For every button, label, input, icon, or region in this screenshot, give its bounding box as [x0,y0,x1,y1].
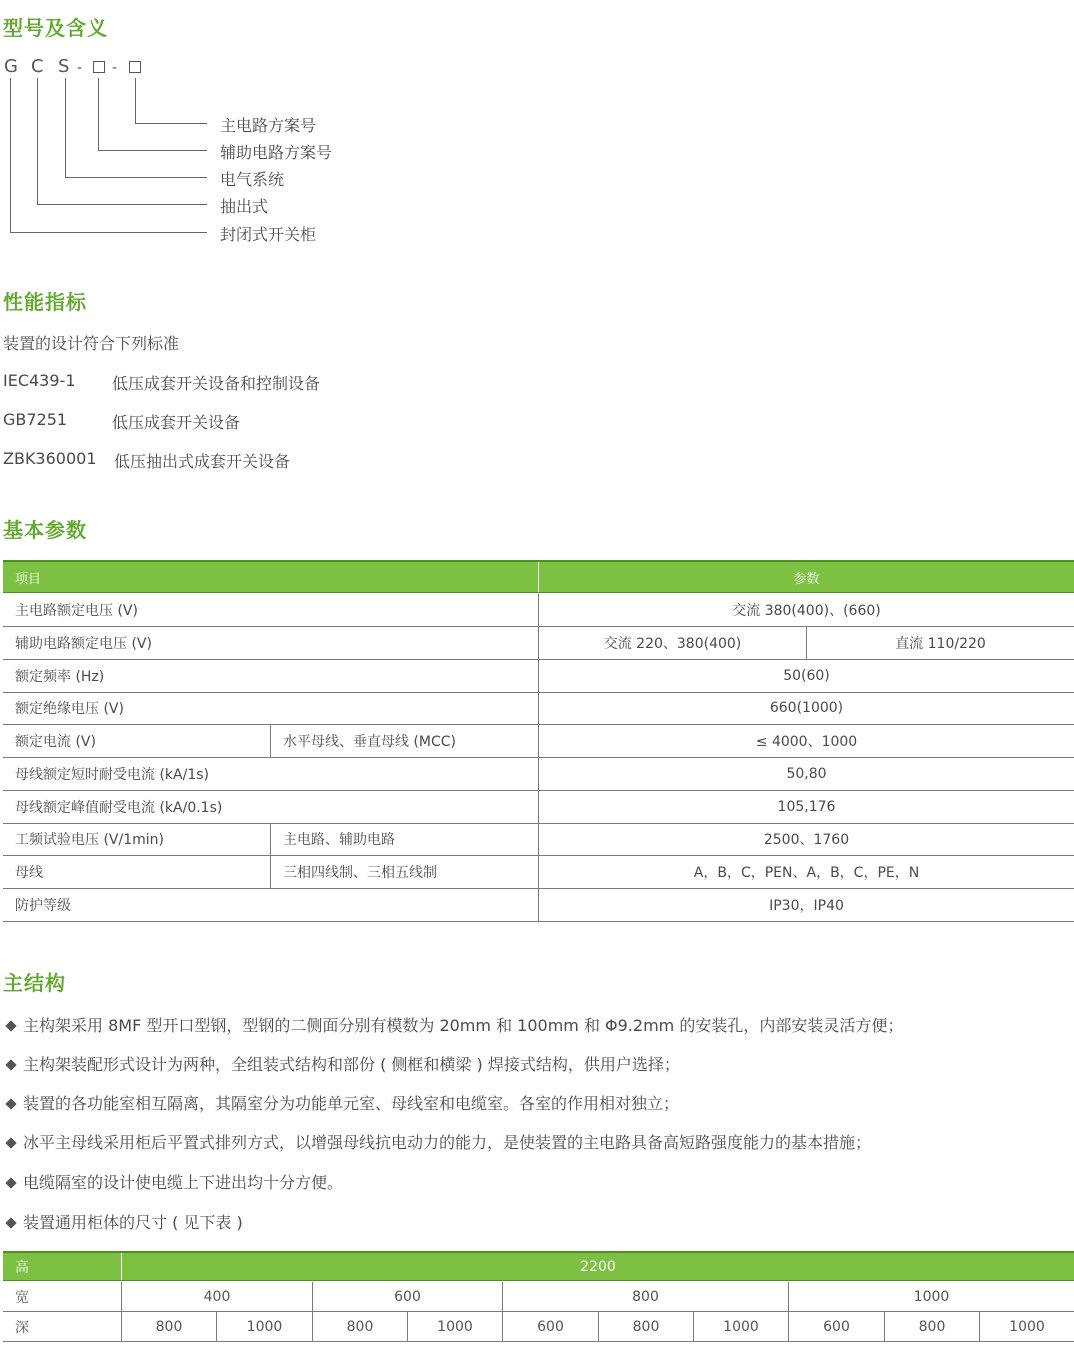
height-label: 高 [15,1259,29,1276]
table-row [3,823,1074,856]
performance-intro: 装置的设计符合下列标准 [3,334,180,353]
table-row [3,791,1074,824]
code-dash: - [112,60,118,76]
bullet-text: 冰平主母线采用柜后平置式排列方式，以增强母线抗电动力的能力，是使装置的主电路具备高短路强度能力的基本措施； [23,1133,872,1152]
row-item: 母线额定峰值耐受电流 (kA/0.1s) [15,800,223,816]
connector-line [98,150,207,151]
row-item: 额定频率 (Hz) [15,669,105,685]
table-row [3,889,1074,922]
row-item: 额定绝缘电压 (V) [15,701,124,717]
depth-value: 800 [884,1312,979,1341]
row-value-dc: 直流 110/220 [806,627,1074,659]
row-value: 105,176 [538,791,1074,823]
depth-value: 600 [788,1312,884,1341]
row-value-ac: 交流 220、380(400) [538,627,806,659]
connector-line [135,123,207,124]
row-item: 母线额定短时耐受电流 (kA/1s) [15,767,209,783]
depth-value: 1000 [216,1312,312,1341]
bullet-text: 主构架采用 8MF 型开口型钢，型钢的二侧面分别有模数为 20mm 和 100mm 和 Φ9.2mm 的安装孔，内部安装灵活方便； [23,1016,904,1035]
bullet-text: 装置通用柜体的尺寸 ( 见下表 ) [23,1213,243,1232]
connector-line [98,78,99,150]
model-heading: 型号及含义 [3,16,108,40]
list-item [5,1052,680,1075]
list-item [5,1130,871,1153]
standard-code: IEC439-1 [3,371,76,390]
row-sub: 三相四线制、三相五线制 [270,856,538,888]
connector-line [37,204,207,205]
list-item [5,1013,903,1036]
table-row [3,856,1074,889]
standard-code: ZBK360001 [3,449,97,468]
depth-value: 800 [312,1312,407,1341]
dimension-depth-row [3,1312,1074,1342]
params-heading: 基本参数 [3,518,87,542]
legend-aux-circuit: 辅助电路方案号 [220,143,333,162]
bullet-text: 装置的各功能室相互隔离，其隔室分为功能单元室、母线室和电缆室。各室的作用相对独立； [23,1094,680,1113]
width-value: 400 [121,1282,312,1311]
connector-line [135,78,136,123]
row-value: 交流 380(400)、(660) [538,594,1074,626]
code-dash: - [77,60,83,76]
row-value: A，B，C，PEN、A，B，C，PE，N [538,856,1074,888]
list-item [5,1091,679,1114]
code-letter-c: C [31,56,44,77]
legend-main-circuit: 主电路方案号 [220,116,317,135]
table-row [3,660,1074,693]
list-item [5,1170,343,1193]
depth-value: 1000 [407,1312,502,1341]
row-item: 防护等级 [15,898,71,914]
width-value: 600 [312,1282,502,1311]
legend-electrical-system: 电气系统 [220,170,285,189]
row-value: 50,80 [538,758,1074,790]
row-item: 母线 [15,865,43,881]
row-value: 2500、1760 [538,823,1074,855]
standard-name: 低压抽出式成套开关设备 [114,452,291,471]
row-item: 工频试验电压 (V/1min) [15,832,164,848]
connector-line [10,78,11,232]
diamond-bullet-icon [5,1217,16,1228]
depth-label: 深 [15,1319,29,1336]
depth-value: 800 [598,1312,693,1341]
list-item [5,1210,243,1233]
row-sub: 水平母线、垂直母线 (MCC) [270,725,538,757]
table-row [3,725,1074,758]
legend-drawout: 抽出式 [220,197,269,216]
diamond-bullet-icon [5,1020,16,1031]
structure-heading: 主结构 [3,971,66,995]
row-item: 主电路额定电压 (V) [15,603,138,619]
row-item: 额定电流 (V) [15,734,96,750]
diamond-bullet-icon [5,1177,16,1188]
width-value: 800 [502,1282,788,1311]
connector-line [37,78,38,204]
row-value: ≤ 4000、1000 [538,725,1074,757]
row-value: 50(60) [538,660,1074,692]
bullet-text: 电缆隔室的设计使电缆上下进出均十分方便。 [23,1173,344,1192]
row-value: 660(1000) [538,692,1074,724]
code-box-1 [93,61,105,73]
table-row [3,594,1074,627]
code-letter-g: G [4,56,18,77]
dimension-height-row [3,1251,1074,1281]
depth-value: 1000 [693,1312,788,1341]
bullet-text: 主构架装配形式设计为两种，全组装式结构和部份 ( 侧框和横梁 ) 焊接式结构，供用户选择； [23,1055,680,1074]
depth-value: 600 [502,1312,598,1341]
row-item: 辅助电路额定电压 (V) [15,636,152,652]
width-label: 宽 [15,1289,29,1306]
width-value: 1000 [788,1282,1074,1311]
connector-line [65,78,66,177]
standard-name: 低压成套开关设备和控制设备 [112,374,321,393]
table-row [3,627,1074,660]
diamond-bullet-icon [5,1098,16,1109]
code-letter-s: S [58,56,70,77]
connector-line [65,177,207,178]
performance-heading: 性能指标 [3,290,87,314]
diamond-bullet-icon [5,1137,16,1148]
standard-name: 低压成套开关设备 [112,413,241,432]
dimension-width-row [3,1282,1074,1312]
row-value: IP30，IP40 [538,889,1074,921]
depth-value: 1000 [979,1312,1074,1341]
header-item: 项目 [15,571,42,587]
code-box-2 [129,61,141,73]
table-row [3,758,1074,791]
legend-enclosed-cabinet: 封闭式开关柜 [220,225,317,244]
depth-value: 800 [121,1312,216,1341]
height-value: 2200 [121,1253,1074,1280]
params-header-row [3,560,1074,593]
diamond-bullet-icon [5,1059,16,1070]
header-value: 参数 [538,562,1074,592]
table-row [3,692,1074,725]
connector-line [10,232,207,233]
standard-code: GB7251 [3,410,68,429]
row-sub: 主电路、辅助电路 [270,823,538,855]
